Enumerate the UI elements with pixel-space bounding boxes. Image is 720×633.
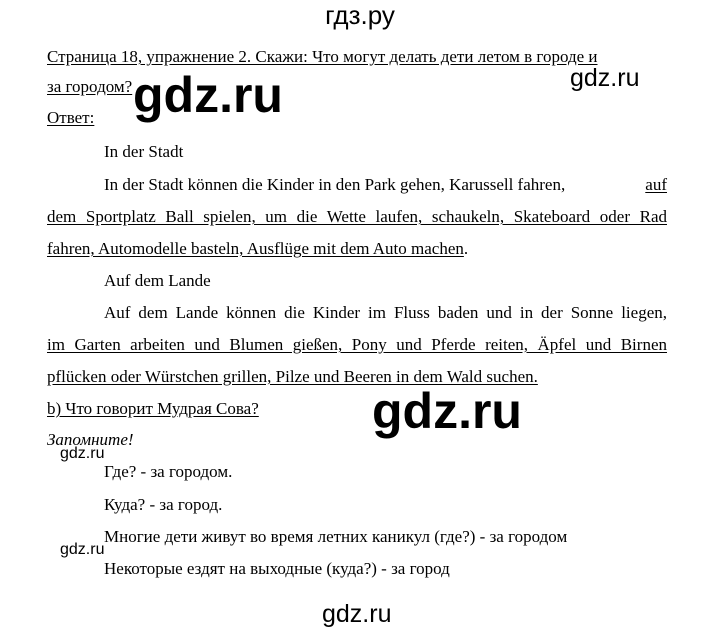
watermark-medium-top-right: gdz.ru [570,64,640,92]
city-heading: In der Stadt [104,142,184,161]
city-text-3-end: . [463,239,469,258]
watermark-small-1: gdz.ru [60,445,105,462]
rule-line-3: Многие дети живут во время летних каникул (где?) - за городом [104,527,568,546]
country-paragraph-line-3: pflücken oder Würstchen grillen, Pilze und Beeren in dem Wald suchen. [47,367,538,386]
answer-label: Ответ: [47,108,95,127]
remember-label: Запомните! [47,430,134,449]
part-b-question: b) Что говорит Мудрая Сова? [47,399,259,418]
rule-line-1: Где? - за городом. [104,462,233,481]
city-paragraph-line-1 [104,174,667,196]
city-text-1-underlined: auf [645,175,667,194]
city-paragraph-line-2: dem Sportplatz Ball spielen, um die Wette laufen, schaukeln, Skateboard oder Rad [47,207,667,226]
country-heading: Auf dem Lande [104,271,211,290]
watermark-large-top: gdz.ru [133,67,283,123]
watermark-bottom: gdz.ru [322,600,392,628]
country-paragraph-line-1: Auf dem Lande können die Kinder im Fluss baden und in der Sonne liegen, [104,303,667,322]
city-text-1: In der Stadt können die Kinder in den Park gehen, Karussell fahren, [104,175,566,194]
task-line-1: Страница 18, упражнение 2. Скажи: Что могут делать дети летом в городе и [47,47,598,66]
country-paragraph-line-2: im Garten arbeiten und Blumen gießen, Pony und Pferde reiten, Äpfel und Birnen [47,335,667,354]
site-header: гдз.ру [325,0,395,30]
city-paragraph-line-3 [47,238,468,260]
task-line-2: за городом? [47,77,133,96]
rule-line-2: Куда? - за город. [104,495,223,514]
watermark-large-middle: gdz.ru [372,383,522,439]
rule-line-4: Некоторые ездят на выходные (куда?) - за город [104,559,450,578]
city-text-3: fahren, Automodelle basteln, Ausflüge mit dem Auto machen [47,239,464,258]
watermark-small-2: gdz.ru [60,541,105,558]
